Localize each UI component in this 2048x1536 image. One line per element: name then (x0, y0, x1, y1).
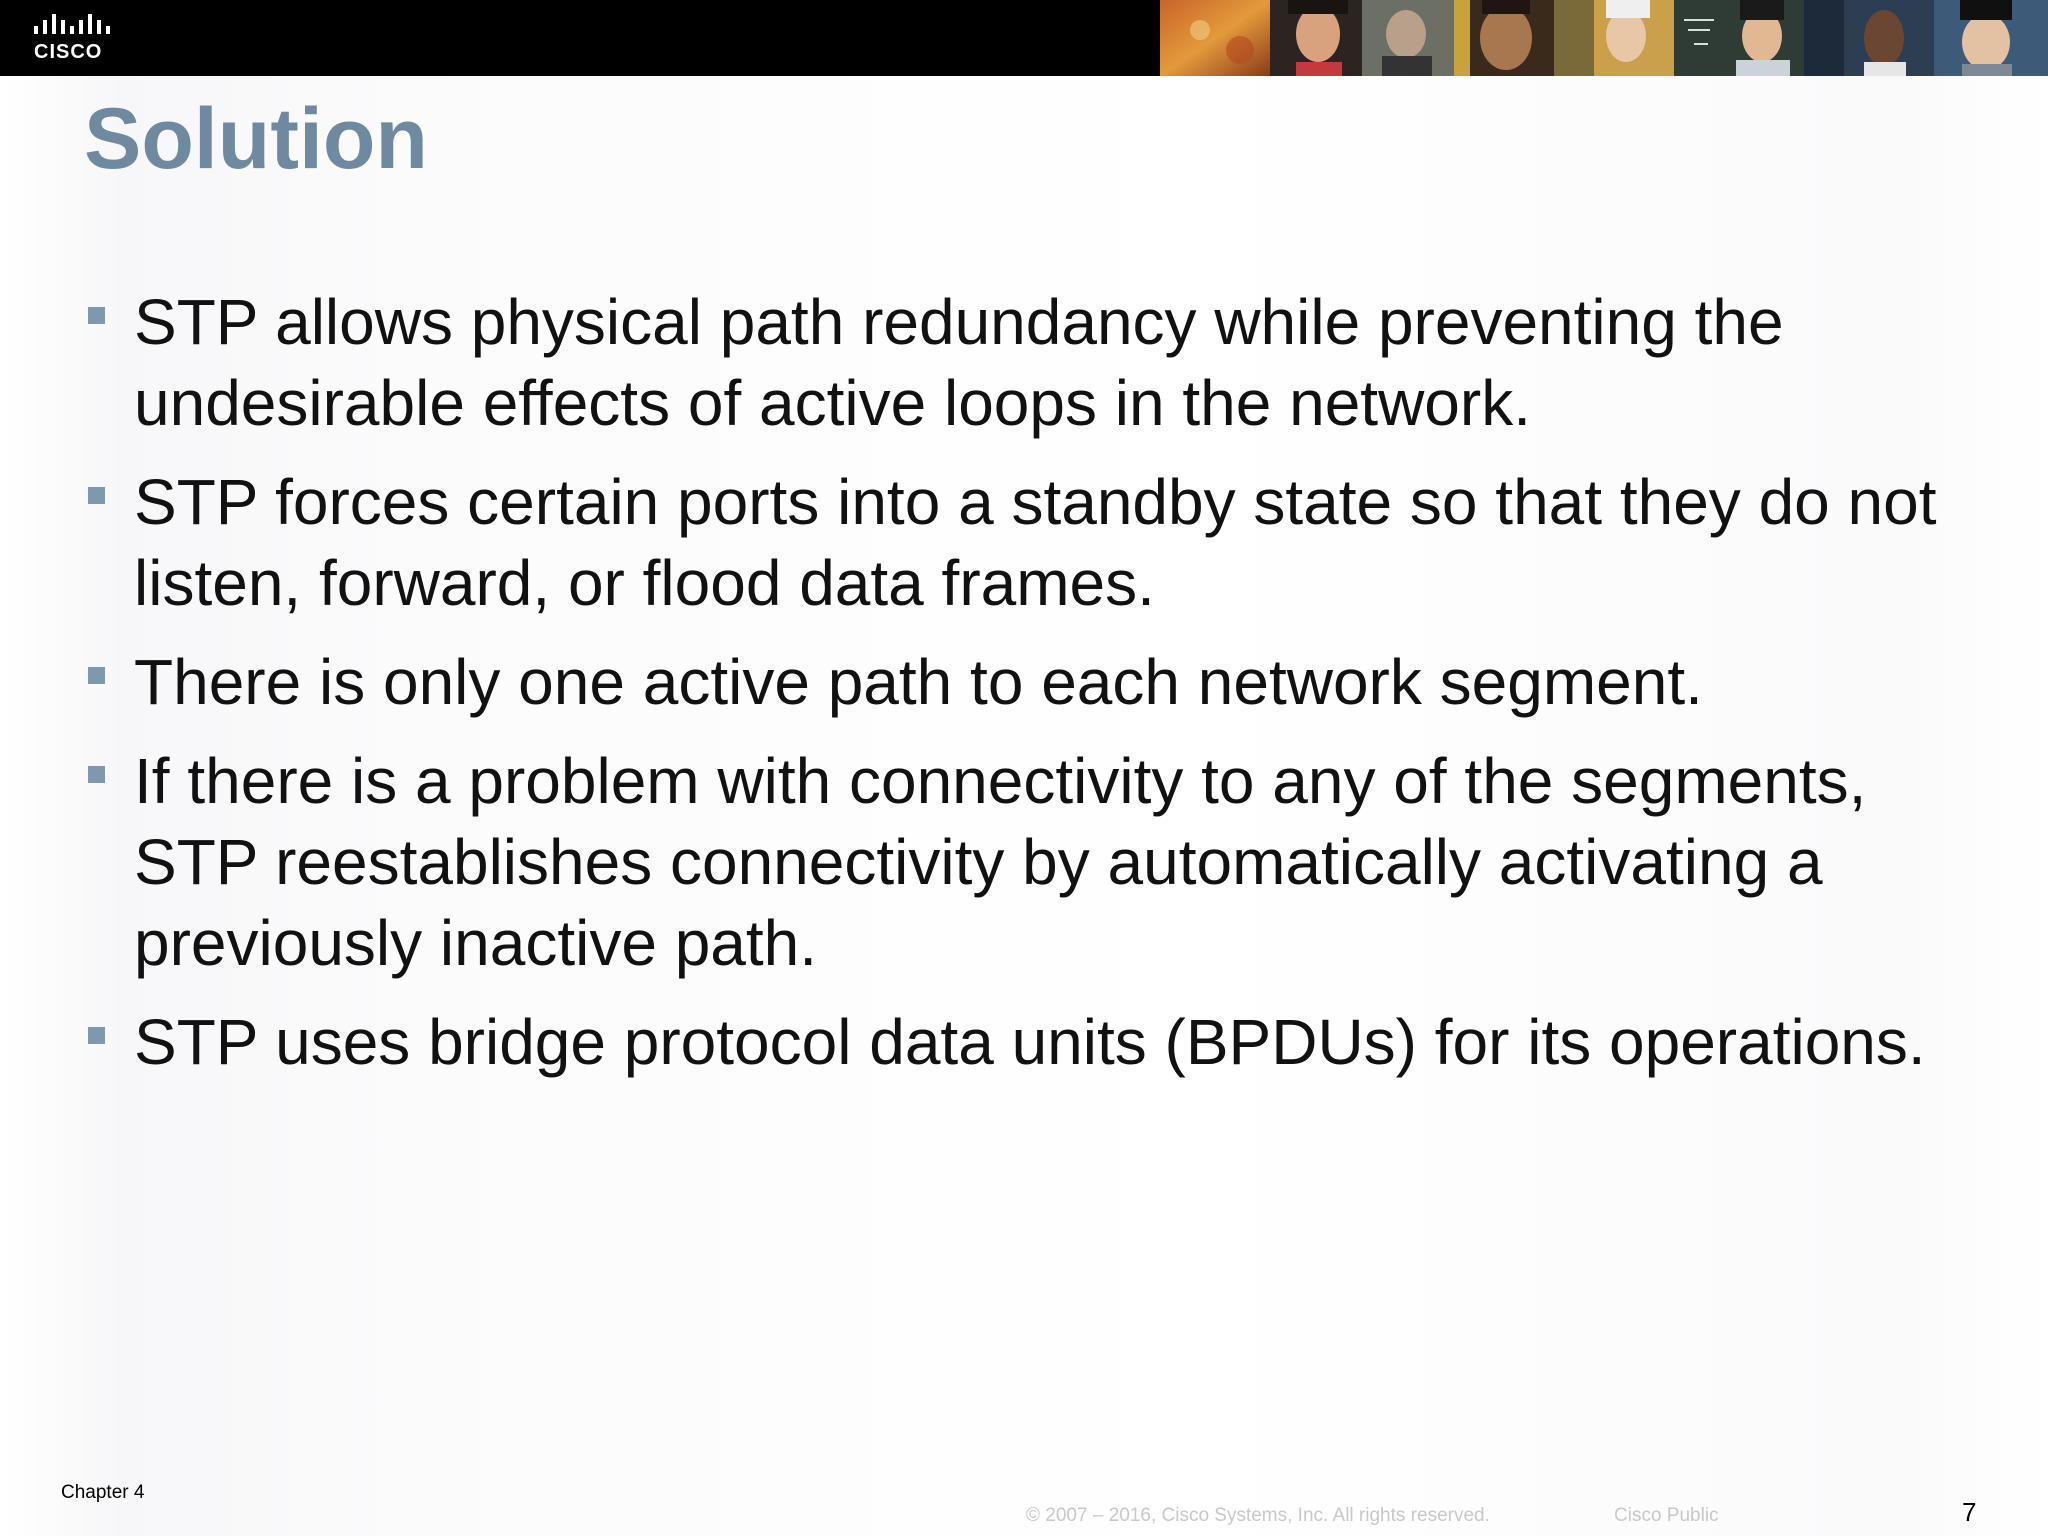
copyright-notice: © 2007 – 2016, Cisco Systems, Inc. All rights reserved. (1026, 1505, 1490, 1526)
chapter-label: Chapter 4 (61, 1482, 145, 1503)
bullet-text: STP allows physical path redundancy while preventing the undesirable effects of active loops in the network. (134, 286, 1784, 439)
bullet-text: STP uses bridge protocol data units (BPDUs) for its operations. (134, 1006, 1926, 1078)
portrait-photo-4 (1454, 0, 1554, 76)
header-photo-strip (1160, 0, 2048, 76)
square-bullet-icon (88, 487, 105, 504)
portrait-photo-7 (1804, 0, 2048, 76)
page-number: 7 (1962, 1497, 1977, 1527)
bullet-text: There is only one active path to each network segment. (134, 646, 1703, 718)
square-bullet-icon (88, 766, 105, 783)
bullet-item (84, 1002, 1984, 1083)
slide-title: Solution (84, 91, 428, 187)
classification-label: Cisco Public (1614, 1505, 1719, 1526)
bullet-item (84, 462, 1984, 624)
portrait-photo-5 (1554, 0, 1674, 76)
square-bullet-icon (88, 307, 105, 324)
portrait-photo-6 (1674, 0, 1804, 76)
cisco-bars-icon (32, 14, 122, 40)
cisco-wordmark: CISCO (34, 41, 103, 63)
cisco-logo (32, 14, 122, 64)
square-bullet-icon (88, 1027, 105, 1044)
bullet-text: STP forces certain ports into a standby state so that they do not listen, forward, or flood data frames. (134, 466, 1937, 619)
square-bullet-icon (88, 667, 105, 684)
bullet-item (84, 741, 1984, 984)
bullet-text: If there is a problem with connectivity to any of the segments, STP reestablishes connectivity by automatically activating a previously inactive path. (134, 745, 1867, 979)
bullet-item (84, 282, 1984, 444)
portrait-photo-1 (1160, 0, 1270, 76)
bullet-list (84, 282, 1984, 1101)
header-bar (0, 0, 2048, 76)
bullet-item (84, 642, 1984, 723)
portrait-photo-3 (1362, 0, 1454, 76)
portrait-photo-2 (1270, 0, 1362, 76)
